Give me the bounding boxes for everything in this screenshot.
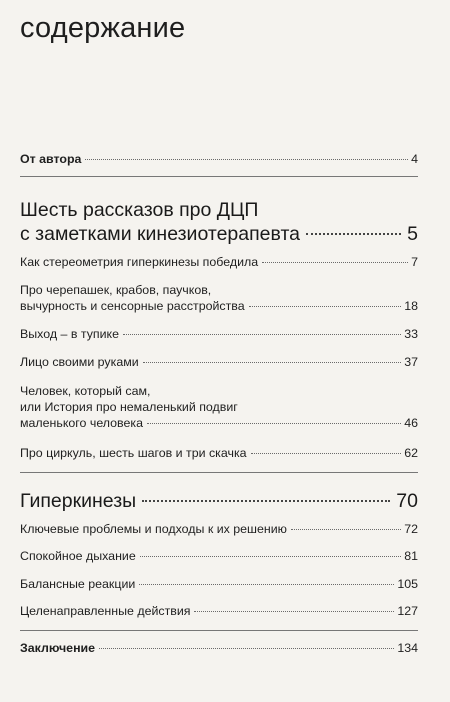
toc-entry bbox=[20, 603, 418, 619]
section-page: 5 bbox=[407, 223, 418, 245]
toc-section-part2 bbox=[20, 489, 418, 513]
divider bbox=[20, 630, 418, 631]
entry-page: 18 bbox=[404, 299, 418, 313]
section-title-line2: с заметками кинезиотерапевта bbox=[20, 223, 301, 245]
entry-title: Как стереометрия гиперкинезы победила bbox=[20, 255, 259, 269]
entry-title: Балансные реакции bbox=[20, 577, 136, 591]
dot-leader bbox=[140, 556, 401, 557]
toc-entry bbox=[20, 326, 418, 342]
toc-entry bbox=[20, 445, 418, 461]
dot-leader bbox=[147, 423, 401, 424]
entry-page: 46 bbox=[404, 416, 418, 430]
entry-title-line1: Человек, который сам, bbox=[20, 384, 151, 398]
entry-page: 127 bbox=[397, 604, 418, 618]
dot-leader bbox=[291, 529, 401, 530]
entry-page: 134 bbox=[397, 641, 418, 655]
section-title-line1: Шесть рассказов про ДЦП bbox=[20, 199, 259, 221]
dot-leader bbox=[85, 159, 408, 160]
entry-page: 81 bbox=[404, 549, 418, 563]
entry-page: 37 bbox=[404, 355, 418, 369]
dot-leader bbox=[306, 233, 401, 235]
entry-title: Целенаправленные действия bbox=[20, 604, 191, 618]
toc-entry bbox=[20, 548, 418, 564]
entry-title-line1: Про черепашек, крабов, паучков, bbox=[20, 283, 212, 297]
entry-page: 4 bbox=[411, 152, 418, 166]
toc-entry-conclusion bbox=[20, 640, 418, 656]
dot-leader bbox=[123, 334, 401, 335]
entry-title: Заключение bbox=[20, 641, 96, 655]
entry-page: 7 bbox=[411, 255, 418, 269]
entry-title-line3: маленького человека bbox=[20, 416, 143, 430]
entry-title: Про циркуль, шесть шагов и три скачка bbox=[20, 446, 247, 460]
divider bbox=[20, 176, 418, 177]
toc-entry bbox=[20, 521, 418, 537]
dot-leader bbox=[142, 500, 390, 502]
toc-entry bbox=[20, 254, 418, 270]
toc-entry bbox=[20, 282, 418, 314]
dot-leader bbox=[251, 453, 402, 454]
entry-title: От автора bbox=[20, 152, 82, 166]
section-title: Гиперкинезы bbox=[20, 490, 137, 512]
entry-title: Лицо своими руками bbox=[20, 355, 139, 369]
toc-entry bbox=[20, 383, 418, 431]
dot-leader bbox=[262, 262, 408, 263]
entry-title-line2: вычурность и сенсорные расстройства bbox=[20, 299, 245, 313]
toc-entry-author bbox=[20, 151, 418, 167]
divider bbox=[20, 472, 418, 473]
entry-title-line2: или История про немаленький подвиг bbox=[20, 400, 238, 414]
entry-page: 105 bbox=[397, 577, 418, 591]
dot-leader bbox=[249, 306, 402, 307]
entry-page: 72 bbox=[404, 522, 418, 536]
toc-section-part1 bbox=[20, 198, 418, 246]
dot-leader bbox=[99, 648, 394, 649]
entry-page: 33 bbox=[404, 327, 418, 341]
entry-title: Выход – в тупике bbox=[20, 327, 119, 341]
entry-page: 62 bbox=[404, 446, 418, 460]
dot-leader bbox=[139, 584, 394, 585]
page-title: содержание bbox=[20, 12, 186, 44]
entry-title: Спокойное дыхание bbox=[20, 549, 136, 563]
dot-leader bbox=[143, 362, 402, 363]
entry-title: Ключевые проблемы и подходы к их решению bbox=[20, 522, 287, 536]
dot-leader bbox=[194, 611, 394, 612]
toc-entry bbox=[20, 576, 418, 592]
toc-entry bbox=[20, 354, 418, 370]
section-page: 70 bbox=[396, 490, 418, 512]
